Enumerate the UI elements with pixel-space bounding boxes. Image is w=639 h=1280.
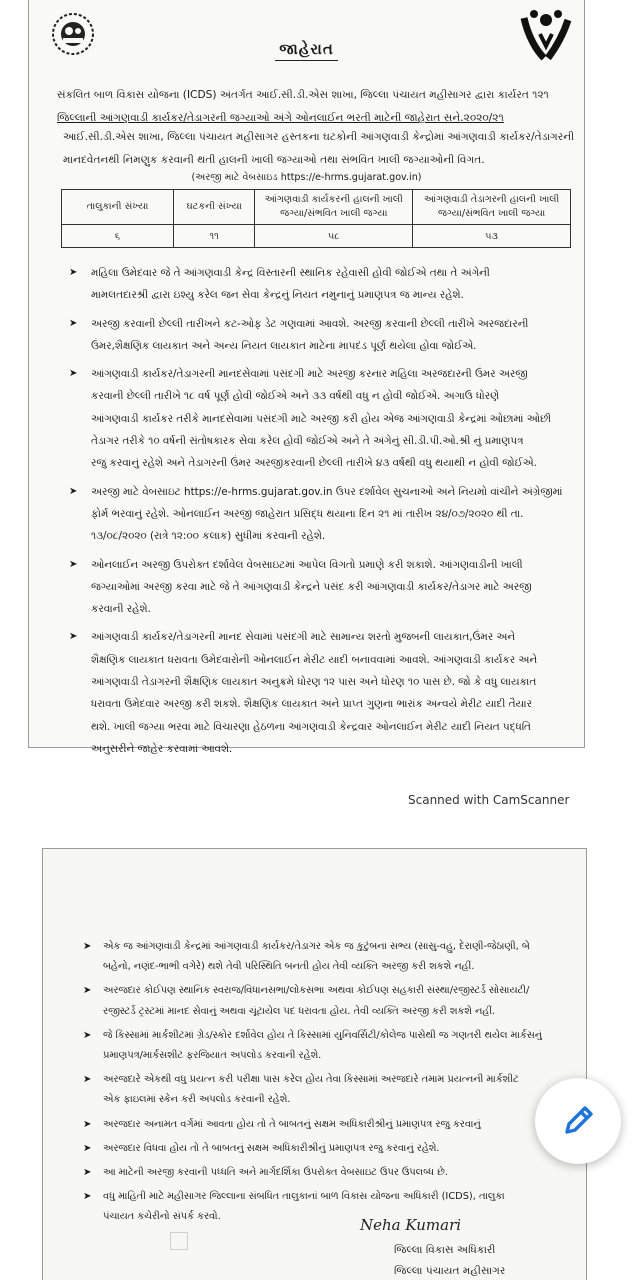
arrow-bullet-icon: ➤: [83, 1074, 92, 1086]
signatory-office: જિલ્લા પંચાયત મહીસાગર: [394, 1265, 506, 1277]
list-item: ➤ અરજી કરવાની છેલ્લી તારીખને કટ-ઓફ ડેટ ગણવામાં આવશે. અરજી કરવાની છેલ્લી તારીખે અરજદારની ઉંમર,શૈક્ષણિક લાયકાત અને અન્ય નિયત લાયકાત માટેના માપદંડ પૂર્ણ થયેલા હોવા જોઈએ.: [69, 313, 574, 358]
arrow-bullet-icon: ➤: [83, 941, 92, 952]
details-line: માનદવેતનથી નિમણુક કરવાની થતી હાલની ખાલી જગ્યાઓ તથા સંભવિત ખાલી જગ્યાઓની વિગત.: [63, 154, 485, 166]
table-header: ઘટકની સંખ્યા: [173, 190, 254, 225]
signature: Neha Kumari: [360, 1216, 462, 1234]
table-header-row: [62, 190, 571, 225]
scanner-caption: Scanned with CamScanner: [408, 793, 570, 807]
website-note: (અરજી માટે વેબસાઇડ https://e-hrms.gujarat.gov.in): [191, 172, 422, 183]
pencil-icon: [559, 1102, 597, 1140]
page-title: જાહેરાત: [29, 40, 584, 58]
edit-fab-button[interactable]: [535, 1078, 621, 1164]
list-item: ➤ ઓનલાઈન અરજી ઉપરોક્ત દર્શાવેલ વેબસાઇટમાં આપેલ વિગતો પ્રમાણે કરી શકાશે. આંગણવાડીની ખાલી જગ્યાઓમાં અરજી કરવા માટે જે તે આંગણવાડી કેન્દ્રને પસંદ કરી આંગણવાડી કાર્યકર/તેડાગર માટે અરજી કરવાની રહેશે.: [69, 554, 574, 621]
arrow-bullet-icon: ➤: [83, 1167, 92, 1179]
conditions-list: [69, 262, 574, 766]
arrow-bullet-icon: ➤: [83, 1118, 92, 1130]
table-cell: ૫૩: [413, 225, 571, 248]
list-item: ➤ આંગણવાડી કાર્યકર/તેડાગરની માનદ સેવામાં પસંદગી માટે સામાન્ય શરતો મુજબની લાયકાત,ઉંમર અને શૈક્ષણિક લાયકાત ધરાવતા ઉમેદવારોની ઓનલાઈન મેરીટ યાદી બનાવવામાં આવશે. આંગણવાડી કાર્યકર અને આંગણવાડી તેડાગરની શૈક્ષણિક લાયકાત અનુક્રમે ધોરણ ૧૨ પાસ અને ધોરણ ૧૦ પાસ છે. જો કે વધુ લાયકાત ધરાવતા ઉમેદવાર અરજી કરી શકશે. શૈક્ષણિક લાયકાત અને પ્રાપ્ત ગુણના ભારાંક અન્વયે મેરીટ યાદી તૈયાર થશે. ખાલી જગ્યા ભરવા માટે વિચારણા હેઠળના આંગણવાડી કેન્દ્રવાર ઓનલાઈન મેરીટ યાદી નિયત પદ્ધતિ અનુસરીને જાહેર કરવામાં આવશે.: [69, 626, 574, 760]
arrow-bullet-icon: ➤: [69, 317, 78, 329]
details-line: આઈ.સી.ડી.એસ શાખા, જિલ્લા પંચાયત મહીસાગર હસ્તકના ઘટકોની આંગણવાડી કેન્દ્રોમાં આંગણવાડી કાર્યકર/તેડાગરની: [63, 131, 575, 143]
arrow-bullet-icon: ➤: [83, 1191, 92, 1203]
arrow-bullet-icon: ➤: [69, 368, 78, 380]
list-item: ➤ જે કિસ્સામાં માર્કશીટમાં ગ્રેડ/સ્કોર દર્શાવેલ હોય તે કિસ્સામાં યુનિવર્સિટી/કોલેજ પાસેથી જ ગણતરી થયેલ માર્કસનું પ્રમાણપત્ર/માર્કસશીટ ફરજિયાત અપલોડ કરવાની રહેશે.: [83, 1026, 583, 1066]
table-header: તાલુકાની સંખ્યા: [62, 190, 174, 225]
intro-paragraph: [57, 84, 577, 130]
arrow-bullet-icon: ➤: [83, 1029, 92, 1041]
list-item: ➤ અરજી માટે વેબસાઇટ https://e-hrms.gujarat.gov.in ઉપર દર્શાવેલ સુચનાઓ અને નિયમો વાંચીને અંગ્રેજીમાં ફોર્મ ભરવાનું રહેશે. ઓનલાઈન અરજી જાહેરાત પ્રસિદ્ધ થયાના દિન ૨૧ માં તારીખ ૨૪/૦૭/૨૦૨૦ થી તા. ૧૩/૦૮/૨૦૨૦ (રાત્રે ૧૨:૦૦ કલાક) સુધીમાં કરવાની રહેશે.: [69, 481, 574, 548]
conditions-list-2: [83, 937, 583, 1232]
table-cell: ૬: [62, 225, 174, 248]
details-paragraph: [63, 126, 578, 172]
table-header: આંગણવાડી તેડાગરની હાલની ખાલી જગ્યા/સંભવિત ખાલી જગ્યા: [413, 190, 571, 225]
intro-line: જિલ્લાની આંગણવાડી કાર્યકર/તેડાગરની જગ્યાઓ અંગે ઓનલાઈન ભરતી માટેની જાહેરાત સને.૨૦૨૦/૨૧: [57, 112, 504, 124]
arrow-bullet-icon: ➤: [69, 558, 78, 570]
table-header: આંગણવાડી કાર્યકરની હાલની ખાલી જગ્યા/સંભવિત ખાલી જગ્યા: [255, 190, 413, 225]
arrow-bullet-icon: ➤: [83, 985, 92, 997]
arrow-bullet-icon: ➤: [69, 267, 78, 278]
list-item: ➤ આંગણવાડી કાર્યકર/તેડાગરની માનદસેવામાં પસંદગી માટે અરજી કરનાર મહિલા અરજદારની ઉંમર અરજી કરવાની છેલ્લી તારીખે ૧૮ વર્ષ પૂર્ણ હોવી જોઈએ અને ૩૩ વર્ષથી વધુ ન હોવી જોઈએ. અગાઉ ધોરણે આંગણવાડી કાર્યકર તરીકે માનદસેવામાં પસંદગી માટે અરજી કરી હોય એજ આંગણવાડી કેન્દ્રમાં ઓછામાં ઓછી તેડાગર તરીકે ૧૦ વર્ષની સંતોષકારક સેવા કરેલ હોવી જોઈએ અને તે અંગેનું સી.ડી.પી.ઓ.શ્રી નું પ્રમાણપત્ર રજુ કરવાનું રહેશે અને તેડાગરની ઉંમર અરજીકરવાની છેલ્લી તારીખે ૪૩ વર્ષથી વધુ થયાથી ન હોવી જોઈએ.: [69, 363, 574, 474]
table-cell: ૫૮: [255, 225, 413, 248]
vacancy-table: [61, 189, 571, 248]
notice-page-1: [28, 0, 585, 755]
intro-line: સંકલિત બાળ વિકાસ યોજના (ICDS) અંતર્ગત આઈ.સી.ડી.એસ શાખા, જિલ્લા પંચાયત મહીસાગર દ્વારા કાર્યરત ૧૨૧: [57, 89, 549, 101]
table-cell: ૧૧: [173, 225, 254, 248]
arrow-bullet-icon: ➤: [83, 1142, 92, 1154]
table-row: [62, 225, 571, 248]
list-item: ➤ મહિલા ઉમેદવાર જે તે આંગણવાડી કેન્દ્ર વિસ્તારની સ્થાનિક રહેવાસી હોવી જોઈએ તથા તે અંગેની મામલતદારશ્રી દ્વારા ઇશ્યુ કરેલ જન સેવા કેન્દ્રનું નિયત નમુનાનું પ્રમાણપત્ર જ માન્ય રહેશે.: [69, 262, 574, 307]
list-item: ➤ એક જ આંગણવાડી કેન્દ્રમાં આંગણવાડી કાર્યકર/તેડાગર એક જ કુટુંબના સભ્ય (સાસુ-વહુ, દેરાણી-જેઠાણી, બે બહેનો, નણંદ-ભાભી વગેરે) થશે તેવી પરિસ્થિતિ બનતી હોય તેવી વ્યક્તિ અરજી કરી શકશે નહીં.: [83, 937, 583, 977]
signatory-designation: જિલ્લા વિકાસ અધિકારી: [394, 1244, 496, 1256]
list-item: ➤ અરજદાર કોઈપણ સ્થાનિક સ્વરાજ/વિધાનસભા/લોકસભા અથવા કોઈપણ સહકારી સંસ્થા/રજીસ્ટર્ડ સોસાયટી/ રજીસ્ટર્ડ ટ્રસ્ટમાં માનદ સેવાનું અથવા ચૂંટાયેલ પદ ધરાવતા હોય. તેવી વ્યક્તિ અરજી કરી શકશે નહીં.: [83, 981, 583, 1021]
list-item: ➤ અરજદાર વિધવા હોય તો તે બાબતનું સક્ષમ અધિકારીશ્રીનું પ્રમાણપત્ર રજુ કરવાનું રહેશે.: [83, 1139, 583, 1159]
notice-page-2: [42, 848, 587, 1280]
list-item: ➤ વધુ માહિતી માટે મહીસાગર જિલ્લાના સંબધિત તાલુકાનાં બાળ વિકાસ યોજના અધિકારી (ICDS), તાલુકા પંચાયત કચેરીનો સંપર્ક કરવો.: [83, 1187, 583, 1227]
list-item: ➤ અરજદારે એકથી વધુ પ્રયત્ન કરી પરીક્ષા પાસ કરેલ હોય તેવા કિસ્સામાં અરજદારે તમામ પ્રયત્નની માર્કશીટ એક ફાઇલમાં સ્કેન કરી અપલોડ કરવાની રહેશે.: [83, 1070, 583, 1110]
list-item: ➤ આ માટેની અરજી કરવાની પધ્ધતિ અને માર્ગદર્શિકા ઉપરોક્ત વેબસાઇટ ઉપર ઉપલબ્ધ છે.: [83, 1163, 583, 1183]
arrow-bullet-icon: ➤: [69, 631, 78, 643]
arrow-bullet-icon: ➤: [69, 485, 78, 497]
checkbox-square-icon: [170, 1232, 188, 1250]
list-item: ➤ અરજદાર અનામત વર્ગમાં આવતા હોય તો તે બાબતનું સક્ષમ અધિકારીશ્રીનું પ્રમાણપત્ર રજુ કરવાનું: [83, 1115, 583, 1135]
